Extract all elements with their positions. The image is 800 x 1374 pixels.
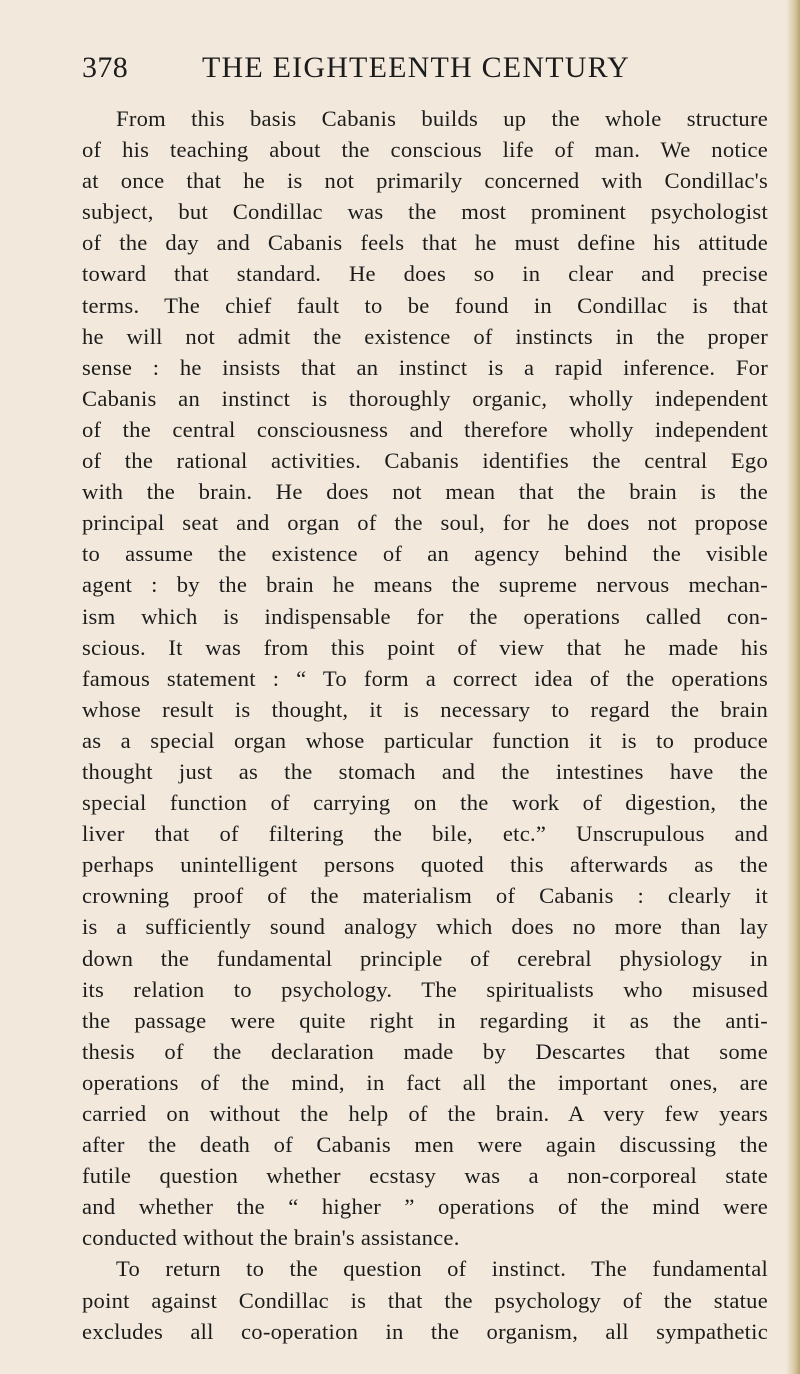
- text-line: thesis of the declaration made by Descartes that some: [82, 1038, 768, 1064]
- text-line: down the fundamental principle of cerebral physiology in: [82, 945, 768, 971]
- text-line: after the death of Cabanis men were again discussing the: [82, 1132, 768, 1158]
- text-line: scious. It was from this point of view that he made his: [82, 634, 768, 660]
- text-line: of the central consciousness and therefore wholly independent: [82, 416, 768, 442]
- text-line: liver that of filtering the bile, etc.” Unscrupulous and: [82, 821, 768, 847]
- text-line: as a special organ whose particular function it is to produce: [82, 727, 768, 753]
- text-line: special function of carrying on the work of digestion, the: [82, 790, 768, 816]
- text-line: perhaps unintelligent persons quoted this afterwards as the: [82, 852, 768, 878]
- text-line: From this basis Cabanis builds up the whole structure: [116, 106, 768, 131]
- text-line: crowning proof of the materialism of Cabanis : clearly it: [82, 883, 768, 909]
- text-line: famous statement : “ To form a correct idea of the operations: [82, 665, 768, 691]
- text-line: To return to the question of instinct. The fundamental: [116, 1256, 768, 1282]
- text-line: carried on without the help of the brain. A very few years: [82, 1101, 768, 1126]
- text-line: terms. The chief fault to be found in Condillac is that: [82, 292, 768, 318]
- text-line: futile question whether ecstasy was a non-corporeal state: [82, 1163, 768, 1189]
- text-line: with the brain. He does not mean that the brain is the: [82, 479, 768, 505]
- body-text: [82, 103, 768, 1347]
- text-line: and whether the “ higher ” operations of the mind were: [82, 1194, 768, 1220]
- text-line: of the day and Cabanis feels that he must define his attitude: [82, 230, 768, 256]
- page-number: 378: [82, 51, 129, 84]
- text-line: is a sufficiently sound analogy which does no more than lay: [82, 914, 768, 940]
- text-line: toward that standard. He does so in clear and precise: [82, 261, 768, 287]
- text-line: he will not admit the existence of instincts in the proper: [82, 323, 768, 349]
- text-line: of the rational activities. Cabanis identifies the central Ego: [82, 448, 768, 474]
- text-line: operations of the mind, in fact all the important ones, are: [82, 1069, 768, 1095]
- page-header: [82, 48, 768, 88]
- text-line: ism which is indispensable for the operations called con-: [82, 603, 768, 629]
- page-edge-shading: [786, 0, 800, 1374]
- text-line: principal seat and organ of the soul, for he does not propose: [82, 510, 768, 536]
- text-line: agent : by the brain he means the supreme nervous mechan-: [82, 572, 768, 598]
- text-line: of his teaching about the conscious life of man. We notice: [82, 137, 768, 163]
- text-line: sense : he insists that an instinct is a rapid inference. For: [82, 354, 768, 380]
- text-line: point against Condillac is that the psychology of the statue: [82, 1287, 768, 1313]
- text-line: to assume the existence of an agency behind the visible: [82, 541, 768, 567]
- text-line: the passage were quite right in regarding it as the anti-: [82, 1007, 768, 1033]
- paragraph-end-line: conducted without the brain's assistance.: [82, 1225, 460, 1251]
- running-title: THE EIGHTEENTH CENTURY: [202, 51, 631, 84]
- text-line: its relation to psychology. The spiritualists who misused: [82, 976, 768, 1002]
- text-line: whose result is thought, it is necessary to regard the brain: [82, 696, 768, 722]
- text-line: Cabanis an instinct is thoroughly organic, wholly independent: [82, 385, 768, 411]
- text-line: excludes all co-operation in the organism, all sympathetic: [82, 1318, 768, 1344]
- text-line: thought just as the stomach and the intestines have the: [82, 758, 768, 784]
- text-line: at once that he is not primarily concerned with Condillac's: [82, 168, 768, 194]
- text-line: subject, but Condillac was the most prominent psychologist: [82, 199, 768, 225]
